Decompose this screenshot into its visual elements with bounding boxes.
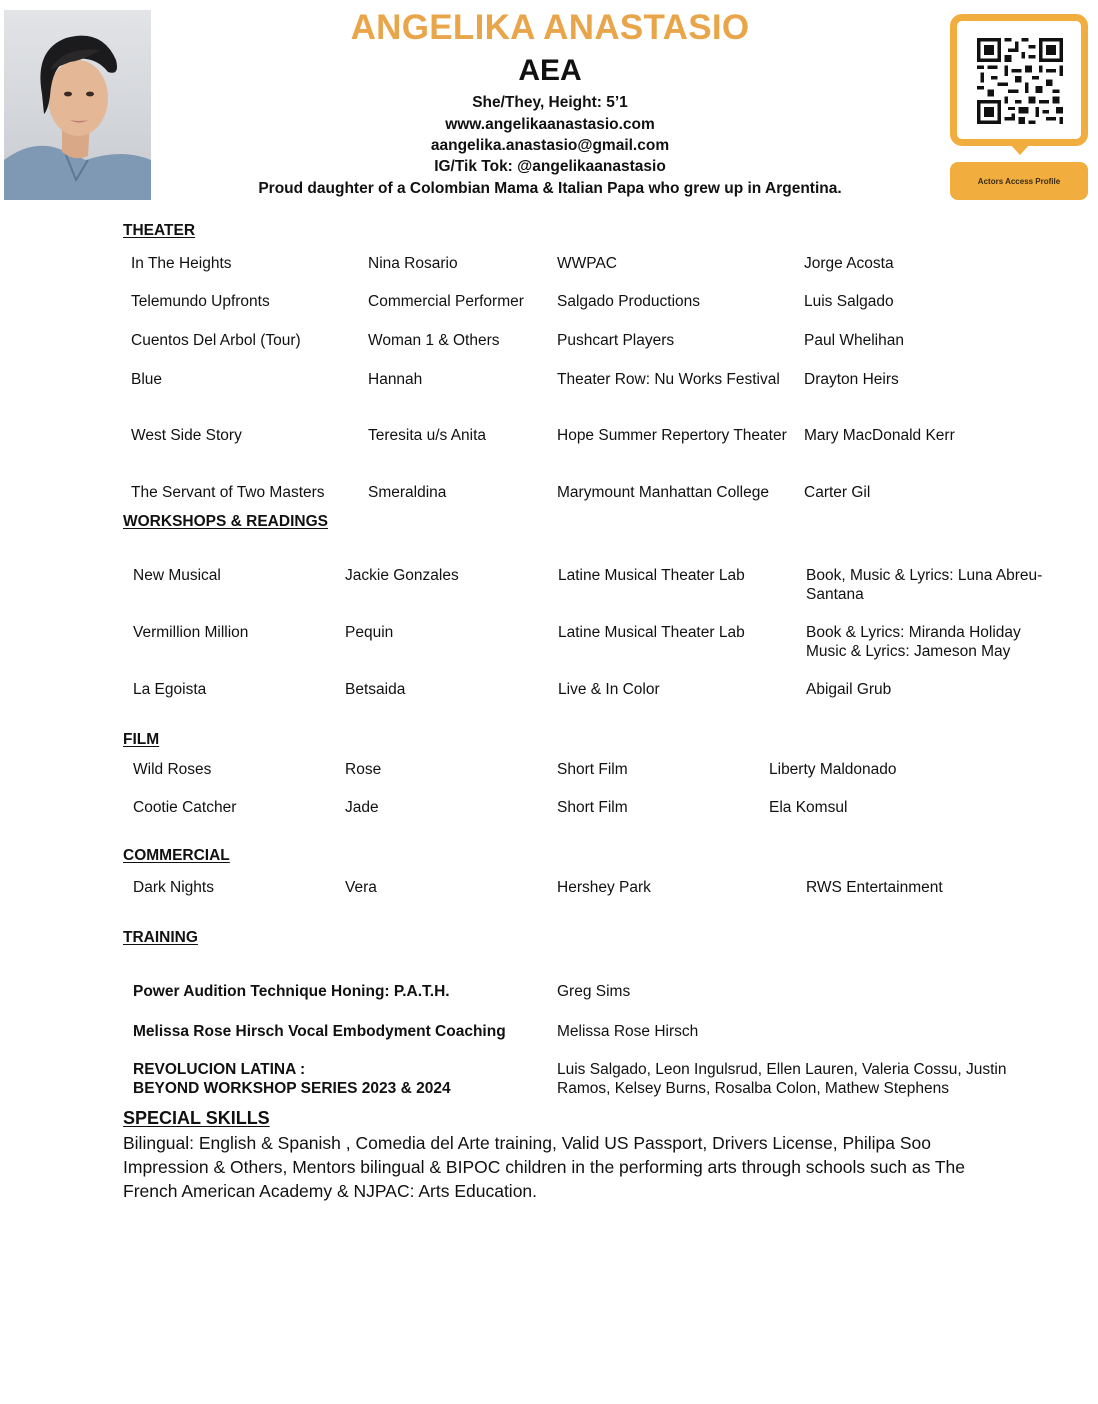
theater-row-6-title: The Servant of Two Masters	[131, 484, 325, 501]
theater-row-6-role: Smeraldina	[368, 484, 447, 501]
training-row-3-instructors: Luis Salgado, Leon Ingulsrud, Ellen Lauren, Valeria Cossu, Justin Ramos, Kelsey Burns, Rosalba Colon, Mathew Stephens	[557, 1061, 1007, 1097]
training-row-2-program: Melissa Rose Hirsch Vocal Embodyment Coaching	[133, 1023, 506, 1040]
qr-code-frame[interactable]	[950, 14, 1088, 146]
commercial-row-1-role: Vera	[345, 879, 377, 896]
union-affiliation: AEA	[518, 54, 582, 87]
workshops-row-3-title: La Egoista	[133, 681, 207, 698]
workshops-row-3-role: Betsaida	[345, 681, 406, 698]
social-handle: IG/Tik Tok: @angelikaanastasio	[434, 158, 666, 175]
workshops-row-1-director: Book, Music & Lyrics: Luna Abreu- Santana	[806, 567, 1043, 603]
theater-row-4-director: Drayton Heirs	[804, 371, 899, 388]
film-row-1-role: Rose	[345, 761, 382, 778]
section-title-workshops: WORKSHOPS & READINGS	[123, 513, 328, 530]
theater-row-2-title: Telemundo Upfronts	[131, 293, 270, 310]
theater-row-6-director: Carter Gil	[804, 484, 871, 501]
workshops-row-2-director: Book & Lyrics: Miranda Holiday Music & Lyrics: Jameson May	[806, 624, 1021, 660]
section-title-theater: THEATER	[123, 222, 196, 239]
qr-pointer	[1010, 144, 1030, 155]
training-row-1-program: Power Audition Technique Honing: P.A.T.H.	[133, 983, 450, 1000]
theater-row-5-title: West Side Story	[131, 427, 242, 444]
commercial-row-1-title: Dark Nights	[133, 879, 214, 896]
headshot-photo	[4, 10, 151, 200]
theater-row-3-venue: Pushcart Players	[557, 332, 675, 349]
workshops-row-1-role: Jackie Gonzales	[345, 567, 459, 584]
theater-row-6-venue: Marymount Manhattan College	[557, 484, 769, 501]
workshops-row-3-venue: Live & In Color	[558, 681, 660, 698]
theater-row-1-role: Nina Rosario	[368, 255, 458, 272]
film-row-2-title: Cootie Catcher	[133, 799, 237, 816]
theater-row-5-role: Teresita u/s Anita	[368, 427, 487, 444]
email-link[interactable]: aangelika.anastasio@gmail.com	[430, 137, 670, 154]
theater-row-4-venue: Theater Row: Nu Works Festival	[557, 371, 780, 388]
theater-row-2-director: Luis Salgado	[804, 293, 894, 310]
film-row-2-director: Ela Komsul	[769, 799, 848, 816]
bio-line: Proud daughter of a Colombian Mama & Italian Papa who grew up in Argentina.	[258, 180, 842, 197]
workshops-row-2-title: Vermillion Million	[133, 624, 249, 641]
qr-code-icon	[977, 38, 1063, 124]
workshops-row-3-director: Abigail Grub	[806, 681, 892, 698]
pronouns-height: She/They, Height: 5’1	[472, 94, 628, 111]
film-row-2-role: Jade	[345, 799, 379, 816]
theater-row-3-role: Woman 1 & Others	[368, 332, 500, 349]
performer-name: ANGELIKA ANASTASIO	[350, 8, 750, 47]
training-row-3-program: REVOLUCION LATINA : BEYOND WORKSHOP SERIES 2023 & 2024	[133, 1061, 451, 1097]
workshops-row-2-venue: Latine Musical Theater Lab	[558, 624, 745, 641]
section-title-special-skills: SPECIAL SKILLS	[123, 1108, 270, 1128]
theater-row-2-venue: Salgado Productions	[557, 293, 701, 310]
section-title-commercial: COMMERCIAL	[123, 847, 230, 864]
theater-row-1-venue: WWPAC	[557, 255, 617, 272]
training-row-1-instructors: Greg Sims	[557, 983, 631, 1000]
film-row-1-title: Wild Roses	[133, 761, 212, 778]
workshops-row-1-title: New Musical	[133, 567, 221, 584]
workshops-row-2-role: Pequin	[345, 624, 394, 641]
theater-row-3-director: Paul Whelihan	[804, 332, 904, 349]
section-title-film: FILM	[123, 731, 160, 748]
section-title-training: TRAINING	[123, 929, 198, 946]
theater-row-1-director: Jorge Acosta	[804, 255, 894, 272]
theater-row-1-title: In The Heights	[131, 255, 232, 272]
theater-row-3-title: Cuentos Del Arbol (Tour)	[131, 332, 301, 349]
training-row-2-instructors: Melissa Rose Hirsch	[557, 1023, 699, 1040]
theater-row-5-venue: Hope Summer Repertory Theater	[557, 427, 787, 444]
commercial-row-1-director: RWS Entertainment	[806, 879, 943, 896]
website-link[interactable]: www.angelikaanastasio.com	[445, 116, 655, 133]
theater-row-4-role: Hannah	[368, 371, 423, 388]
film-row-1-director: Liberty Maldonado	[769, 761, 897, 778]
qr-caption[interactable]: Actors Access Profile	[950, 162, 1088, 200]
theater-row-4-title: Blue	[131, 371, 163, 388]
theater-row-2-role: Commercial Performer	[368, 293, 524, 310]
film-row-1-venue: Short Film	[557, 761, 628, 778]
theater-row-5-director: Mary MacDonald Kerr	[804, 427, 955, 444]
commercial-row-1-venue: Hershey Park	[557, 879, 651, 896]
workshops-row-1-venue: Latine Musical Theater Lab	[558, 567, 745, 584]
film-row-2-venue: Short Film	[557, 799, 628, 816]
special-skills-text: Bilingual: English & Spanish , Comedia del Arte training, Valid US Passport, Drivers License, Philipa Soo Impression & Others, Mentors bilingual & BIPOC children in the performing arts through schools such as The French American Academy & NJPAC: Arts Education.	[123, 1133, 966, 1201]
